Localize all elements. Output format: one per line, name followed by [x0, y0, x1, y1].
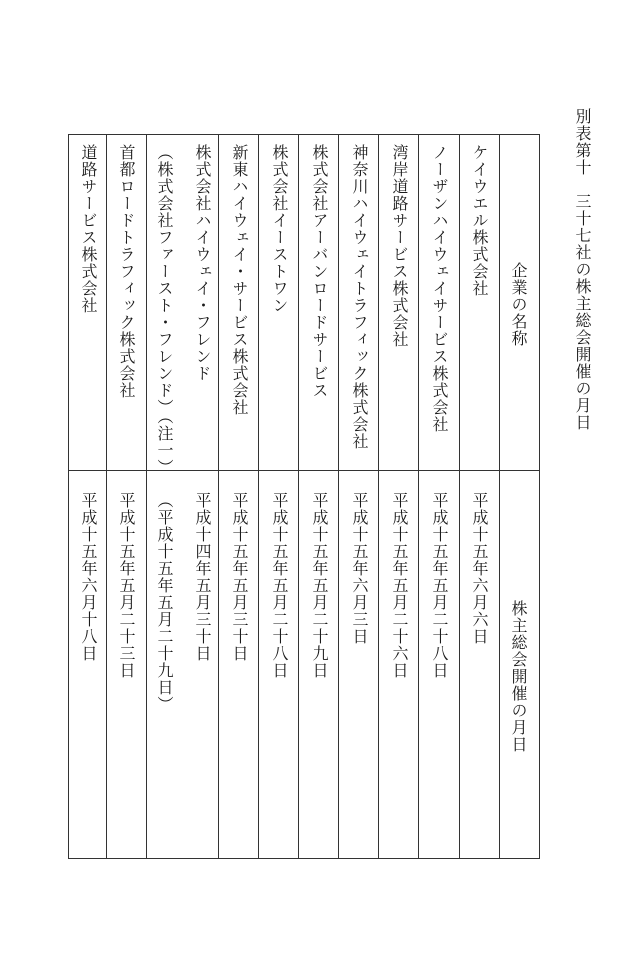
meeting-date: 平成十五年五月二十八日	[270, 492, 289, 679]
company-name: 株式会社ハイウェイ・フレンド	[193, 144, 212, 382]
column-divider	[68, 470, 540, 471]
header-meeting-date: 株主総会開催の月日	[509, 600, 528, 753]
company-name: 神奈川ハイウェイトラフィック株式会社	[350, 144, 369, 450]
table-left-border	[68, 134, 69, 859]
row-divider	[499, 134, 500, 859]
company-name: ノーザンハイウェイサービス株式会社	[430, 144, 449, 433]
meeting-date: 平成十五年五月二十六日	[390, 492, 409, 679]
meeting-date: 平成十五年五月二十三日	[117, 492, 136, 679]
table-right-border	[539, 134, 540, 859]
company-name: 湾岸道路サービス株式会社	[390, 144, 409, 348]
row-divider	[218, 134, 219, 859]
meeting-date: 平成十五年五月三十日	[230, 492, 249, 662]
company-name: 株式会社アーバンロードサービス	[310, 144, 329, 399]
former-company-name: （株式会社ファースト・フレンド）（注一）	[155, 144, 174, 476]
company-name: 道路サービス株式会社	[79, 144, 98, 314]
row-divider	[106, 134, 107, 859]
row-divider	[258, 134, 259, 859]
row-divider	[418, 134, 419, 859]
row-divider	[378, 134, 379, 859]
company-name: 株式会社イーストワン	[270, 144, 289, 314]
company-name: ケイウエル株式会社	[470, 144, 489, 297]
meeting-date: 平成十五年五月二十九日	[310, 492, 329, 679]
meeting-date: 平成十五年六月三日	[350, 492, 369, 645]
page-title: 別表第十 三十七社の株主総会開催の月日	[573, 108, 592, 431]
company-name: 新東ハイウェイ・サービス株式会社	[230, 144, 249, 416]
meeting-date: 平成十五年六月六日	[470, 492, 489, 645]
table-bottom-border	[68, 858, 540, 859]
meeting-date: 平成十五年五月二十八日	[430, 492, 449, 679]
meeting-date: 平成十五年六月十八日	[79, 492, 98, 662]
row-divider	[459, 134, 460, 859]
former-meeting-date: （平成十五年五月二十九日）	[155, 492, 174, 713]
header-company-name: 企業の名称	[509, 262, 528, 347]
table-top-border	[68, 134, 540, 135]
meeting-date: 平成十四年五月三十日	[193, 492, 212, 662]
row-divider	[298, 134, 299, 859]
row-divider	[338, 134, 339, 859]
company-name: 首都ロードトラフィック株式会社	[117, 144, 136, 399]
row-divider	[146, 134, 147, 859]
